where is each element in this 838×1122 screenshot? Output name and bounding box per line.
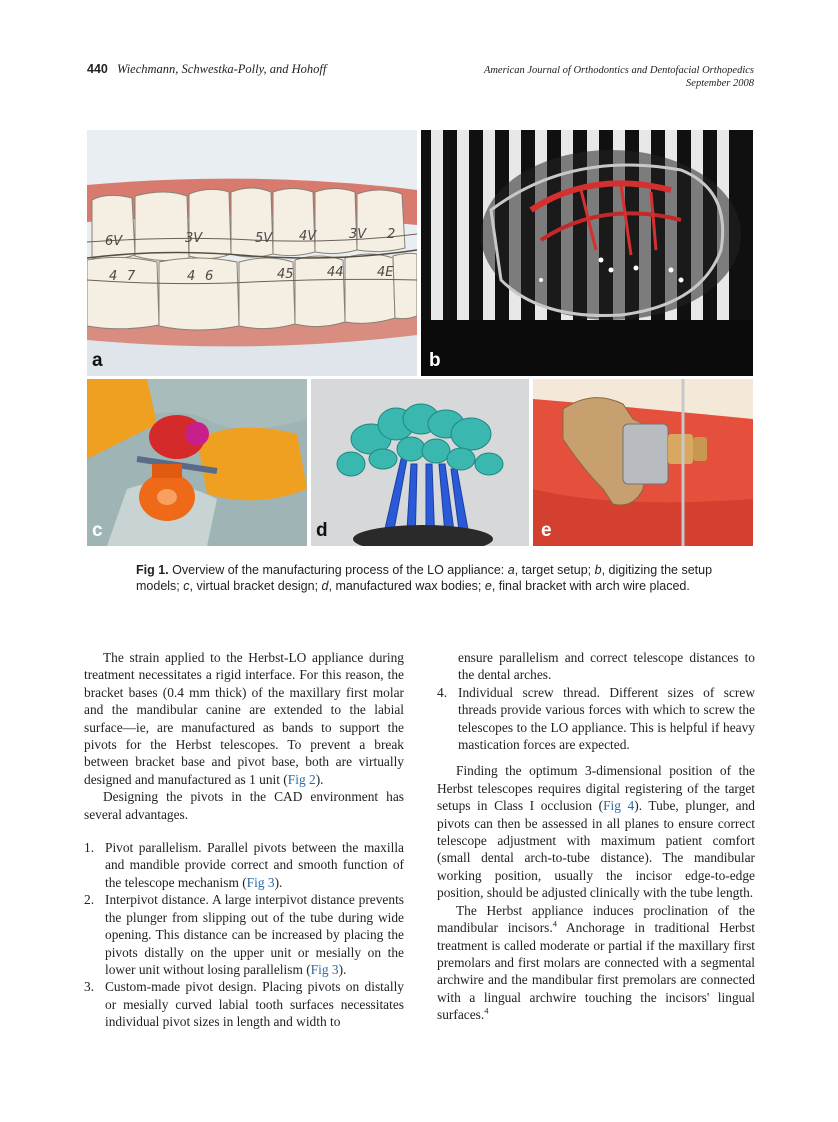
tooth-mark-7: 4 xyxy=(109,269,118,284)
list-item xyxy=(84,891,404,978)
paragraph-text: ). xyxy=(315,771,324,787)
paragraph xyxy=(437,902,755,1024)
running-header-right xyxy=(484,64,754,90)
tooth-mark-6: 2 xyxy=(387,227,396,242)
body-column-left xyxy=(84,649,404,1031)
tooth-mark-3: 5V xyxy=(255,231,273,246)
tooth-mark-5: 3V xyxy=(349,227,367,242)
list-number: 2. xyxy=(84,892,95,908)
tooth-mark-8: 7 xyxy=(127,269,136,284)
journal-name: American Journal of Orthodontics and Dentofacial Orthopedics xyxy=(483,65,754,76)
list-item-text: Custom-made pivot design. Placing pivots on distally or mesially curved labial tooth surfaces necessitates individual pivot sizes in length and width to xyxy=(105,979,404,1030)
list-item xyxy=(84,839,404,891)
list-number: 3. xyxy=(84,979,95,995)
list-item xyxy=(84,978,404,1030)
figure-reference-link[interactable]: Fig 3 xyxy=(246,874,275,890)
figure-panel-a xyxy=(87,130,417,376)
list-item-text: ). xyxy=(274,874,283,890)
issue-date: September 2008 xyxy=(686,78,754,89)
panel-d-image xyxy=(311,379,529,546)
panel-label-d: d xyxy=(316,520,328,541)
figure-panel-d xyxy=(311,379,529,546)
caption-text-a: , target setup; xyxy=(514,563,592,577)
list-item-text: Individual screw thread. Different sizes of screw threads provide various forces with which to screw the telescopes to the LO appliance. This is helpful if heavy mastication forces are expected. xyxy=(458,684,755,753)
author-line: Wiechmann, Schwestka-Polly, and Hohoff xyxy=(116,62,327,76)
caption-letter-e: e xyxy=(484,578,492,593)
paragraph-text: Anchorage in traditional Herbst treatment is called moderate or partial if the maxillary first premolars and first molars are connected with a segmental archwire and the mandibular first premolars are connected with a lingual archwire touching the incisors' lingual surfaces. xyxy=(437,920,755,1023)
citation-superscript[interactable]: 4 xyxy=(552,918,557,929)
caption-letter-a: a xyxy=(507,563,515,577)
tooth-mark-12: 44 xyxy=(327,265,344,280)
tooth-mark-11: 45 xyxy=(277,267,294,282)
caption-text-b: , digitizing the setup models; xyxy=(136,563,713,593)
tooth-mark-10: 6 xyxy=(205,269,214,284)
body-column-right xyxy=(437,649,755,1024)
figure-reference-link[interactable]: Fig 2 xyxy=(287,771,316,787)
figure-reference-link[interactable]: Fig 3 xyxy=(310,961,339,977)
tooth-mark-13: 4E xyxy=(377,265,394,280)
caption-text-e: , final bracket with arch wire placed. xyxy=(491,578,690,593)
figure-panel-e xyxy=(533,379,753,546)
figure-panel-c xyxy=(87,379,307,546)
running-header-left xyxy=(87,62,326,77)
paragraph-text: ). Tube, plunger, and pivots can then be assessed in all planes to ensure correct telescope adjustment with maximum patient comfort (small dental arch-to-tube distance). The mandibular working position, usually the incisor edge-to-edge position, should be adjusted clinically with the tube length. xyxy=(437,798,755,901)
panel-e-image xyxy=(533,379,753,546)
caption-text-d: , manufactured wax bodies; xyxy=(328,578,482,593)
tooth-mark-9: 4 xyxy=(187,269,196,284)
list-item-continuation xyxy=(437,649,755,684)
figure-caption xyxy=(136,563,716,594)
list-item-text: ). xyxy=(338,961,347,977)
paragraph-text: The strain applied to the Herbst-LO appliance during treatment necessitates a rigid interface. For this reason, the bracket bases (0.4 mm thick) of the maxillary first molar and the mandibular canine are extended to the labial surface—ie, are manufactured as bands to support the pivots for the Herbst telescopes. To prevent a break between bracket base and pivot base, both are virtually designed and manufactured as 1 unit ( xyxy=(84,650,404,787)
paragraph-text: Finding the optimum 3-dimensional position of the Herbst telescopes requires digital registering of the target setups in Class I occlusion ( xyxy=(437,763,755,814)
list-item-text: Pivot parallelism. Parallel pivots between the maxilla and mandible provide correct and smooth function of the telescope mechanism ( xyxy=(105,840,404,890)
tooth-mark-2: 3V xyxy=(185,231,203,246)
panel-label-b: b xyxy=(429,350,441,371)
panel-a-image xyxy=(87,130,417,376)
tooth-mark-1: 6V xyxy=(105,234,123,249)
figure-panel-b xyxy=(421,130,753,376)
caption-intro: Overview of the manufacturing process of the LO appliance: xyxy=(172,563,505,577)
tooth-mark-4: 4V xyxy=(299,229,317,244)
list-item xyxy=(437,684,755,754)
paragraph-text: The Herbst appliance induces proclination of the mandibular incisors. xyxy=(437,902,755,936)
panel-b-image xyxy=(421,130,753,376)
figure-reference-link[interactable]: Fig 4 xyxy=(603,798,635,814)
panel-label-e: e xyxy=(541,520,552,541)
page-number: 440 xyxy=(87,62,108,76)
list-item-text: Interpivot distance. A large interpivot distance prevents the plunger from slipping out of the tube during wide opening. This distance can be increased by placing the pivots distally on the upper unit or mesially on the lower unit without losing parallelism ( xyxy=(105,892,404,977)
caption-letter-c: c xyxy=(183,578,190,593)
caption-letter-d: d xyxy=(321,578,329,593)
list-number: 4. xyxy=(437,684,448,700)
citation-superscript[interactable]: 4 xyxy=(484,1005,489,1016)
panel-label-c: c xyxy=(92,520,103,541)
caption-label: Fig 1. xyxy=(136,563,169,577)
list-number: 1. xyxy=(84,840,95,856)
panel-label-a: a xyxy=(92,350,103,371)
panel-c-image xyxy=(87,379,307,546)
paragraph: Designing the pivots in the CAD environment has several advantages. xyxy=(84,789,404,822)
list-item-text: ensure parallelism and correct telescope distances to the dental arches. xyxy=(458,650,755,683)
paragraph xyxy=(84,649,404,788)
caption-text-c: , virtual bracket design; xyxy=(189,578,319,593)
paragraph xyxy=(437,762,755,901)
caption-letter-b: b xyxy=(594,563,602,577)
